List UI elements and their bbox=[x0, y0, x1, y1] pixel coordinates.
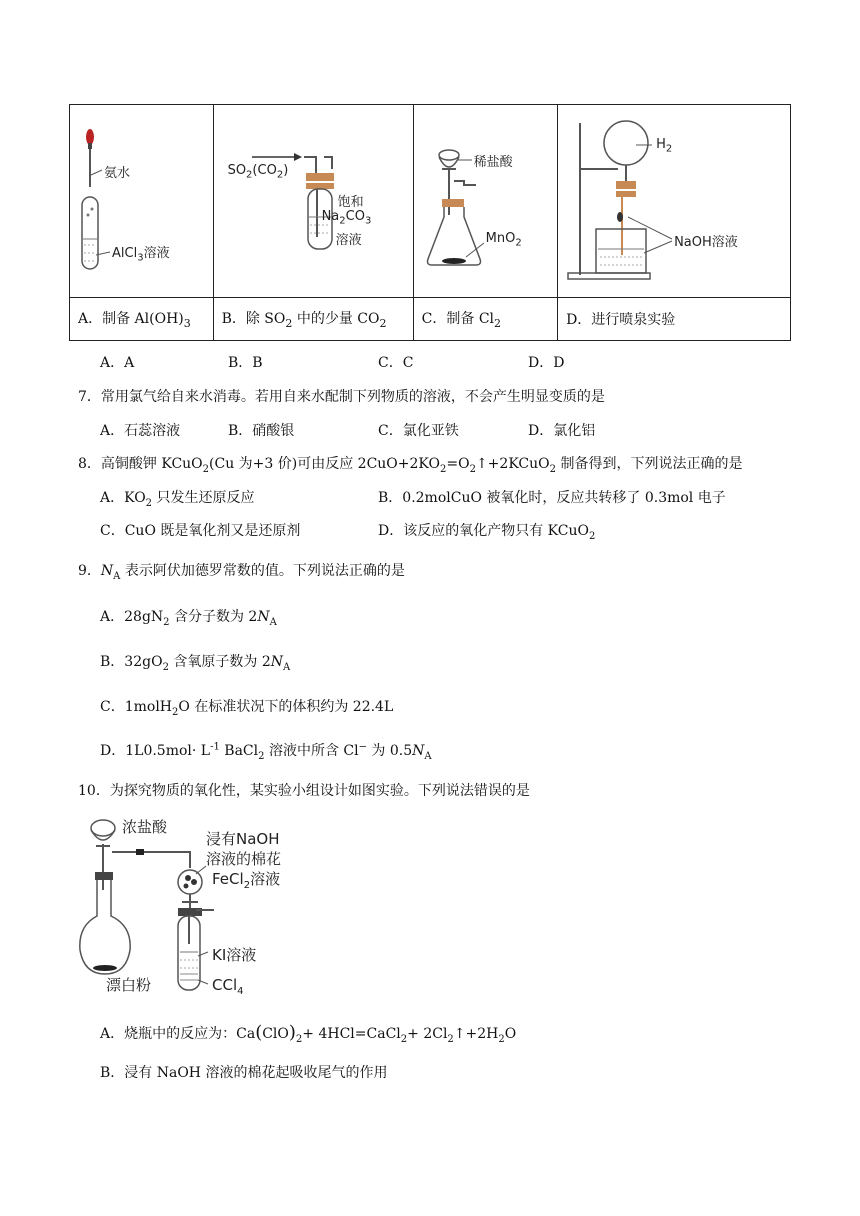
q9-option-b[interactable]: B．$32gO_2$ 含氧原子数为 $2N_A$ bbox=[100, 654, 291, 673]
saturated-label: 饱和 bbox=[337, 195, 364, 210]
conc-hcl-label: 浓盐酸 bbox=[122, 818, 168, 836]
caption-b: B．除 $SO_2$ 中的少量 $CO_2$ bbox=[213, 298, 413, 341]
fecl2-label: FeCl$_2$溶液 bbox=[212, 870, 281, 891]
q6-option-d[interactable]: D．D bbox=[528, 355, 565, 371]
h2-label: $H_2$ bbox=[656, 137, 673, 155]
cell-a-figure bbox=[70, 105, 214, 298]
cell-b-figure bbox=[213, 105, 413, 298]
apparatus-table bbox=[69, 104, 791, 341]
caption-c: C．制备 $Cl_2$ bbox=[413, 298, 557, 341]
alcl3-label: AlCl$_3$溶液 bbox=[112, 246, 170, 264]
dilute-hcl-label: 稀盐酸 bbox=[473, 155, 513, 170]
ccl4-label: CCl$_4$ bbox=[212, 976, 244, 997]
ki-solution-label: KI溶液 bbox=[212, 946, 257, 964]
q9-option-c[interactable]: C．1molH$_2$O 在标准状况下的体积约为 22.4L bbox=[100, 699, 394, 718]
q7-stem: 7．常用氯气给自来水消毒。若用自来水配制下列物质的溶液，不会产生明显变质的是 bbox=[78, 389, 605, 405]
q8-stem: 8．高铜酸钾 KCuO$_2$(Cu 为+3 价)可由反应 $2CuO+2KO_2=O_2↑+2KCuO_2$ 制备得到，下列说法正确的是 bbox=[78, 456, 743, 475]
q10-apparatus-figure bbox=[78, 810, 308, 1000]
q8-option-b[interactable]: B．0.2molCuO 被氧化时，反应共转移了 0.3mol 电子 bbox=[378, 490, 726, 506]
q7-option-d[interactable]: D．氯化铝 bbox=[528, 423, 596, 439]
q8-option-c[interactable]: C．CuO 既是氧化剂又是还原剂 bbox=[100, 523, 301, 539]
q7-option-a[interactable]: A．石蕊溶液 bbox=[100, 423, 181, 439]
cotton-label-line1: 浸有NaOH bbox=[206, 830, 280, 848]
so2-co2-label: $SO_2(CO_2)$ bbox=[227, 163, 289, 181]
q10-option-b[interactable]: B．浸有 NaOH 溶液的棉花起吸收尾气的作用 bbox=[100, 1065, 388, 1081]
mno2-label: MnO$_2$ bbox=[485, 231, 522, 249]
na2co3-label: $Na_2CO_3$ bbox=[321, 209, 372, 227]
q9-stem: 9．$N_A$ 表示阿伏加德罗常数的值。下列说法正确的是 bbox=[78, 563, 405, 582]
ammonia-label: 氨水 bbox=[104, 166, 131, 181]
q8-option-d[interactable]: D．该反应的氧化产物只有 KCuO$_2$ bbox=[378, 523, 596, 542]
bleaching-powder-label: 漂白粉 bbox=[106, 976, 152, 994]
fountain-experiment-figure bbox=[558, 105, 791, 297]
cell-d-figure bbox=[558, 105, 791, 298]
cell-c-figure bbox=[413, 105, 557, 298]
q6-option-a[interactable]: A．A bbox=[100, 355, 135, 371]
q9-option-a[interactable]: A．$28gN_2$ 含分子数为 $2N_A$ bbox=[100, 609, 277, 628]
solution-label: 溶液 bbox=[335, 233, 362, 248]
q8-option-a[interactable]: A．$KO_2$ 只发生还原反应 bbox=[100, 490, 255, 509]
q9-option-d[interactable]: D．$1L0.5mol\cdot L^{-1}$ BaCl$_2$ 溶液中所含 Cl− 为 $0.5N_A$ bbox=[100, 741, 432, 762]
q6-option-b[interactable]: B．B bbox=[228, 355, 263, 371]
q7-option-b[interactable]: B．硝酸银 bbox=[228, 423, 295, 439]
q10-option-a[interactable]: A．烧瓶中的反应为：$Ca(ClO)_2+$ 4HCl=CaCl$_2$+ $2Cl_2↑+2H_2O$ bbox=[100, 1022, 517, 1045]
cotton-label-line2: 溶液的棉花 bbox=[206, 850, 282, 868]
q6-option-c[interactable]: C．C bbox=[378, 355, 414, 371]
gas-wash-tube-figure bbox=[214, 105, 414, 297]
q10-stem: 10．为探究物质的氧化性，某实验小组设计如图实验。下列说法错误的是 bbox=[78, 783, 530, 799]
caption-a: A．制备 $Al(OH)_3$ bbox=[70, 298, 214, 341]
conical-flask-figure bbox=[414, 105, 558, 297]
test-tube-dropper-figure bbox=[70, 105, 213, 297]
naoh-solution-label: NaOH溶液 bbox=[674, 235, 738, 250]
caption-d: D．进行喷泉实验 bbox=[558, 298, 791, 341]
q7-option-c[interactable]: C．氯化亚铁 bbox=[378, 423, 459, 439]
